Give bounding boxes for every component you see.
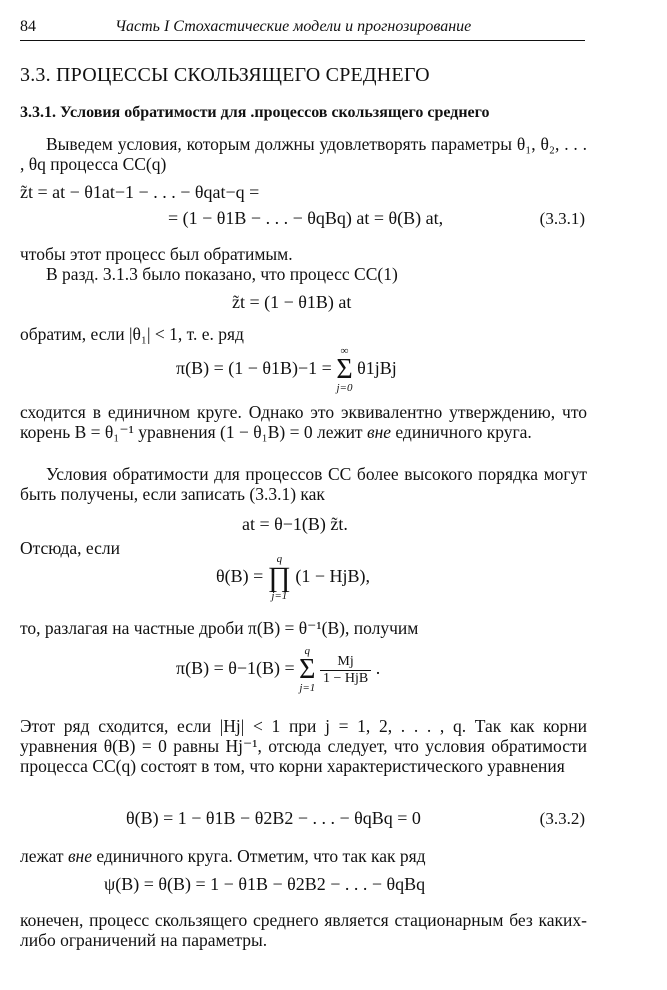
- summation-2-lower: j=1: [299, 682, 316, 694]
- paragraph-unit-circle: [20, 402, 587, 442]
- product: [268, 554, 291, 602]
- summation-2-symbol: Σ: [299, 654, 316, 685]
- equation-number-3-3-2: (3.3.2): [539, 809, 585, 828]
- paragraph-hence: Отсюда, если: [20, 538, 120, 558]
- equation-pi-series: [176, 346, 397, 394]
- header-rule: [20, 40, 585, 41]
- equation-psi: ψ(B) = θ(B) = 1 − θ1B − θ2B2 − . . . − θqBq: [104, 874, 426, 894]
- summation-upper: ∞: [340, 345, 349, 357]
- outside-text-c: единичного круга. Отметим, что так как ряд: [91, 846, 426, 866]
- page-number: 84: [20, 18, 36, 35]
- summation: [336, 346, 352, 394]
- paragraph-conclusion: конечен, процесс скользящего среднего является стационарным без каких-либо ограничений на параметры.: [20, 910, 587, 950]
- paragraph-higher-order: Условия обратимости для процессов СС более высокого порядка могут быть получены, если записать (3.3.1) как: [20, 464, 587, 504]
- summation-symbol: Σ: [336, 354, 353, 385]
- product-symbol: ∏: [267, 562, 291, 593]
- paragraph-outside: [20, 846, 587, 866]
- theta-product-right: (1 − HjB),: [295, 566, 370, 587]
- paragraph-condition: обратим, если |θ₁| < 1, т. е. ряд: [20, 324, 244, 344]
- summation-2-upper: q: [304, 645, 311, 657]
- theta-product-left: θ(B) =: [216, 566, 268, 587]
- summation-lower: j=0: [336, 382, 353, 394]
- outside-word: вне: [67, 846, 92, 866]
- fraction-numerator: Mj: [337, 653, 354, 669]
- unit-circle-outside: вне: [366, 422, 392, 442]
- equation-3-3-1-line1: z̃t = at − θ1at−1 − . . . − θqat−q =: [20, 182, 260, 202]
- subsection-title: 3.3.1. Условия обратимости для .процессов скользящего среднего: [20, 104, 490, 121]
- paragraph-partial-fractions: то, разлагая на частные дроби π(B) = θ⁻¹(B), получим: [20, 618, 419, 638]
- equation-period: .: [375, 658, 381, 679]
- paragraph-ma1: В разд. 3.1.3 было показано, что процесс СС(1): [46, 264, 398, 284]
- product-lower: j=1: [271, 590, 288, 602]
- pi-series-left: π(B) = (1 − θ1B)−1 =: [176, 358, 337, 379]
- pi-series-right: θ1jBj: [357, 358, 397, 379]
- equation-a-t: at = θ−1(B) z̃t.: [242, 514, 348, 534]
- product-upper: q: [276, 553, 283, 565]
- equation-number-3-3-1: (3.3.1): [539, 209, 585, 228]
- unit-circle-text-a: сходится в единичном круге. Однако это эквивалентно утверждению, что корень B = θ₁⁻¹ уравнения (1 − θ₁B) = 0 лежит: [20, 402, 587, 442]
- pi-partial-left: π(B) = θ−1(B) =: [176, 658, 300, 679]
- fraction: [320, 654, 371, 687]
- paragraph-intro: Выведем условия, которым должны удовлетворять параметры θ₁, θ₂, . . . , θq процесса СС(q): [20, 134, 587, 174]
- running-header: [20, 18, 585, 42]
- outside-text-a: лежат: [20, 846, 68, 866]
- equation-theta-product: [216, 554, 370, 602]
- running-title: Часть I Стохастические модели и прогнозирование: [115, 18, 472, 35]
- unit-circle-text-c: единичного круга.: [391, 422, 532, 442]
- fraction-denominator: 1 − HjB: [320, 670, 371, 687]
- paragraph-convergence: Этот ряд сходится, если |Hj| < 1 при j = 1, 2, . . . , q. Так как корни уравнения θ(B) = 0 равны Hj⁻¹, отсюда следует, что условия обратимости процесса СС(q) состоят в том, что корни характеристического уравнения: [20, 716, 587, 776]
- summation-2: [299, 646, 315, 694]
- equation-ma1: z̃t = (1 − θ1B) at: [232, 292, 352, 312]
- equation-pi-partial: [176, 646, 380, 694]
- equation-3-3-1-line2: = (1 − θ1B − . . . − θqBq) at = θ(B) at,: [168, 208, 444, 228]
- section-title: 3.3. ПРОЦЕССЫ СКОЛЬЗЯЩЕГО СРЕДНЕГО: [20, 64, 430, 86]
- paragraph-invertible: чтобы этот процесс был обратимым.: [20, 244, 293, 264]
- equation-3-3-2: θ(B) = 1 − θ1B − θ2B2 − . . . − θqBq = 0: [126, 808, 421, 828]
